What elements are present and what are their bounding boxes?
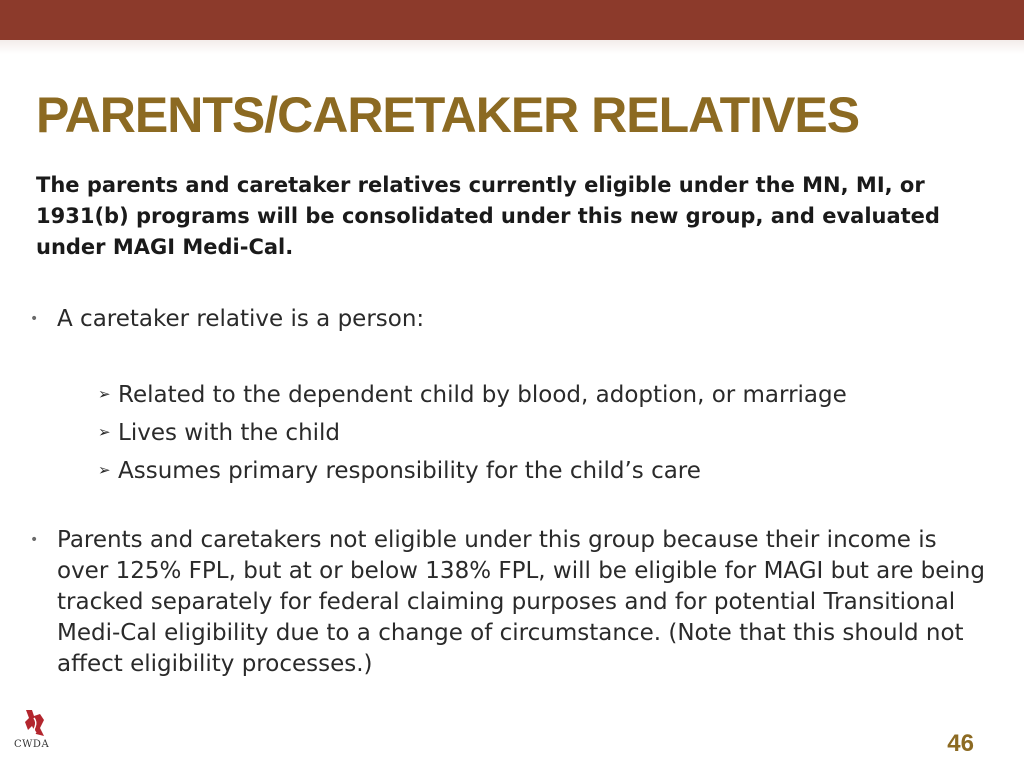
list-item-text: Lives with the child xyxy=(118,420,341,446)
caretaker-criteria-list xyxy=(98,376,978,490)
bullet-text: A caretaker relative is a person: xyxy=(57,306,425,332)
header-bar xyxy=(0,0,1024,40)
bullet-marker: • xyxy=(30,311,39,327)
bullet-marker: • xyxy=(30,532,39,548)
bullet-caretaker-definition xyxy=(30,304,990,335)
list-item-text: Assumes primary responsibility for the child’s care xyxy=(118,458,701,484)
list-item xyxy=(98,414,978,452)
bullet-income-note xyxy=(30,525,990,680)
list-item xyxy=(98,452,978,490)
list-item-text: Related to the dependent child by blood, adoption, or marriage xyxy=(118,382,847,408)
slide-title: PARENTS/CARETAKER RELATIVES xyxy=(36,87,860,143)
arrow-bullet-icon: ➢ xyxy=(98,385,111,403)
bullet-text: Parents and caretakers not eligible under this group because their income is over 125% FPL, but at or below 138% FPL, will be eligible for MAGI but are being tracked separately for federal claiming purposes and for potential Transitional Medi-Cal eligibility due to a change of circumstance. (Note that this should not affect eligibility processes.) xyxy=(57,527,985,677)
arrow-bullet-icon: ➢ xyxy=(98,423,111,441)
page-number: 46 xyxy=(947,730,974,757)
cwda-logo xyxy=(14,708,60,758)
arrow-bullet-icon: ➢ xyxy=(98,461,111,479)
intro-paragraph: The parents and caretaker relatives currently eligible under the MN, MI, or 1931(b) programs will be consolidated under this new group, and evaluated under MAGI Medi-Cal. xyxy=(36,173,940,259)
list-item xyxy=(98,376,978,414)
header-bar-shadow xyxy=(0,40,1024,54)
cwda-logo-icon xyxy=(22,708,48,738)
logo-text: CWDA xyxy=(14,739,50,750)
